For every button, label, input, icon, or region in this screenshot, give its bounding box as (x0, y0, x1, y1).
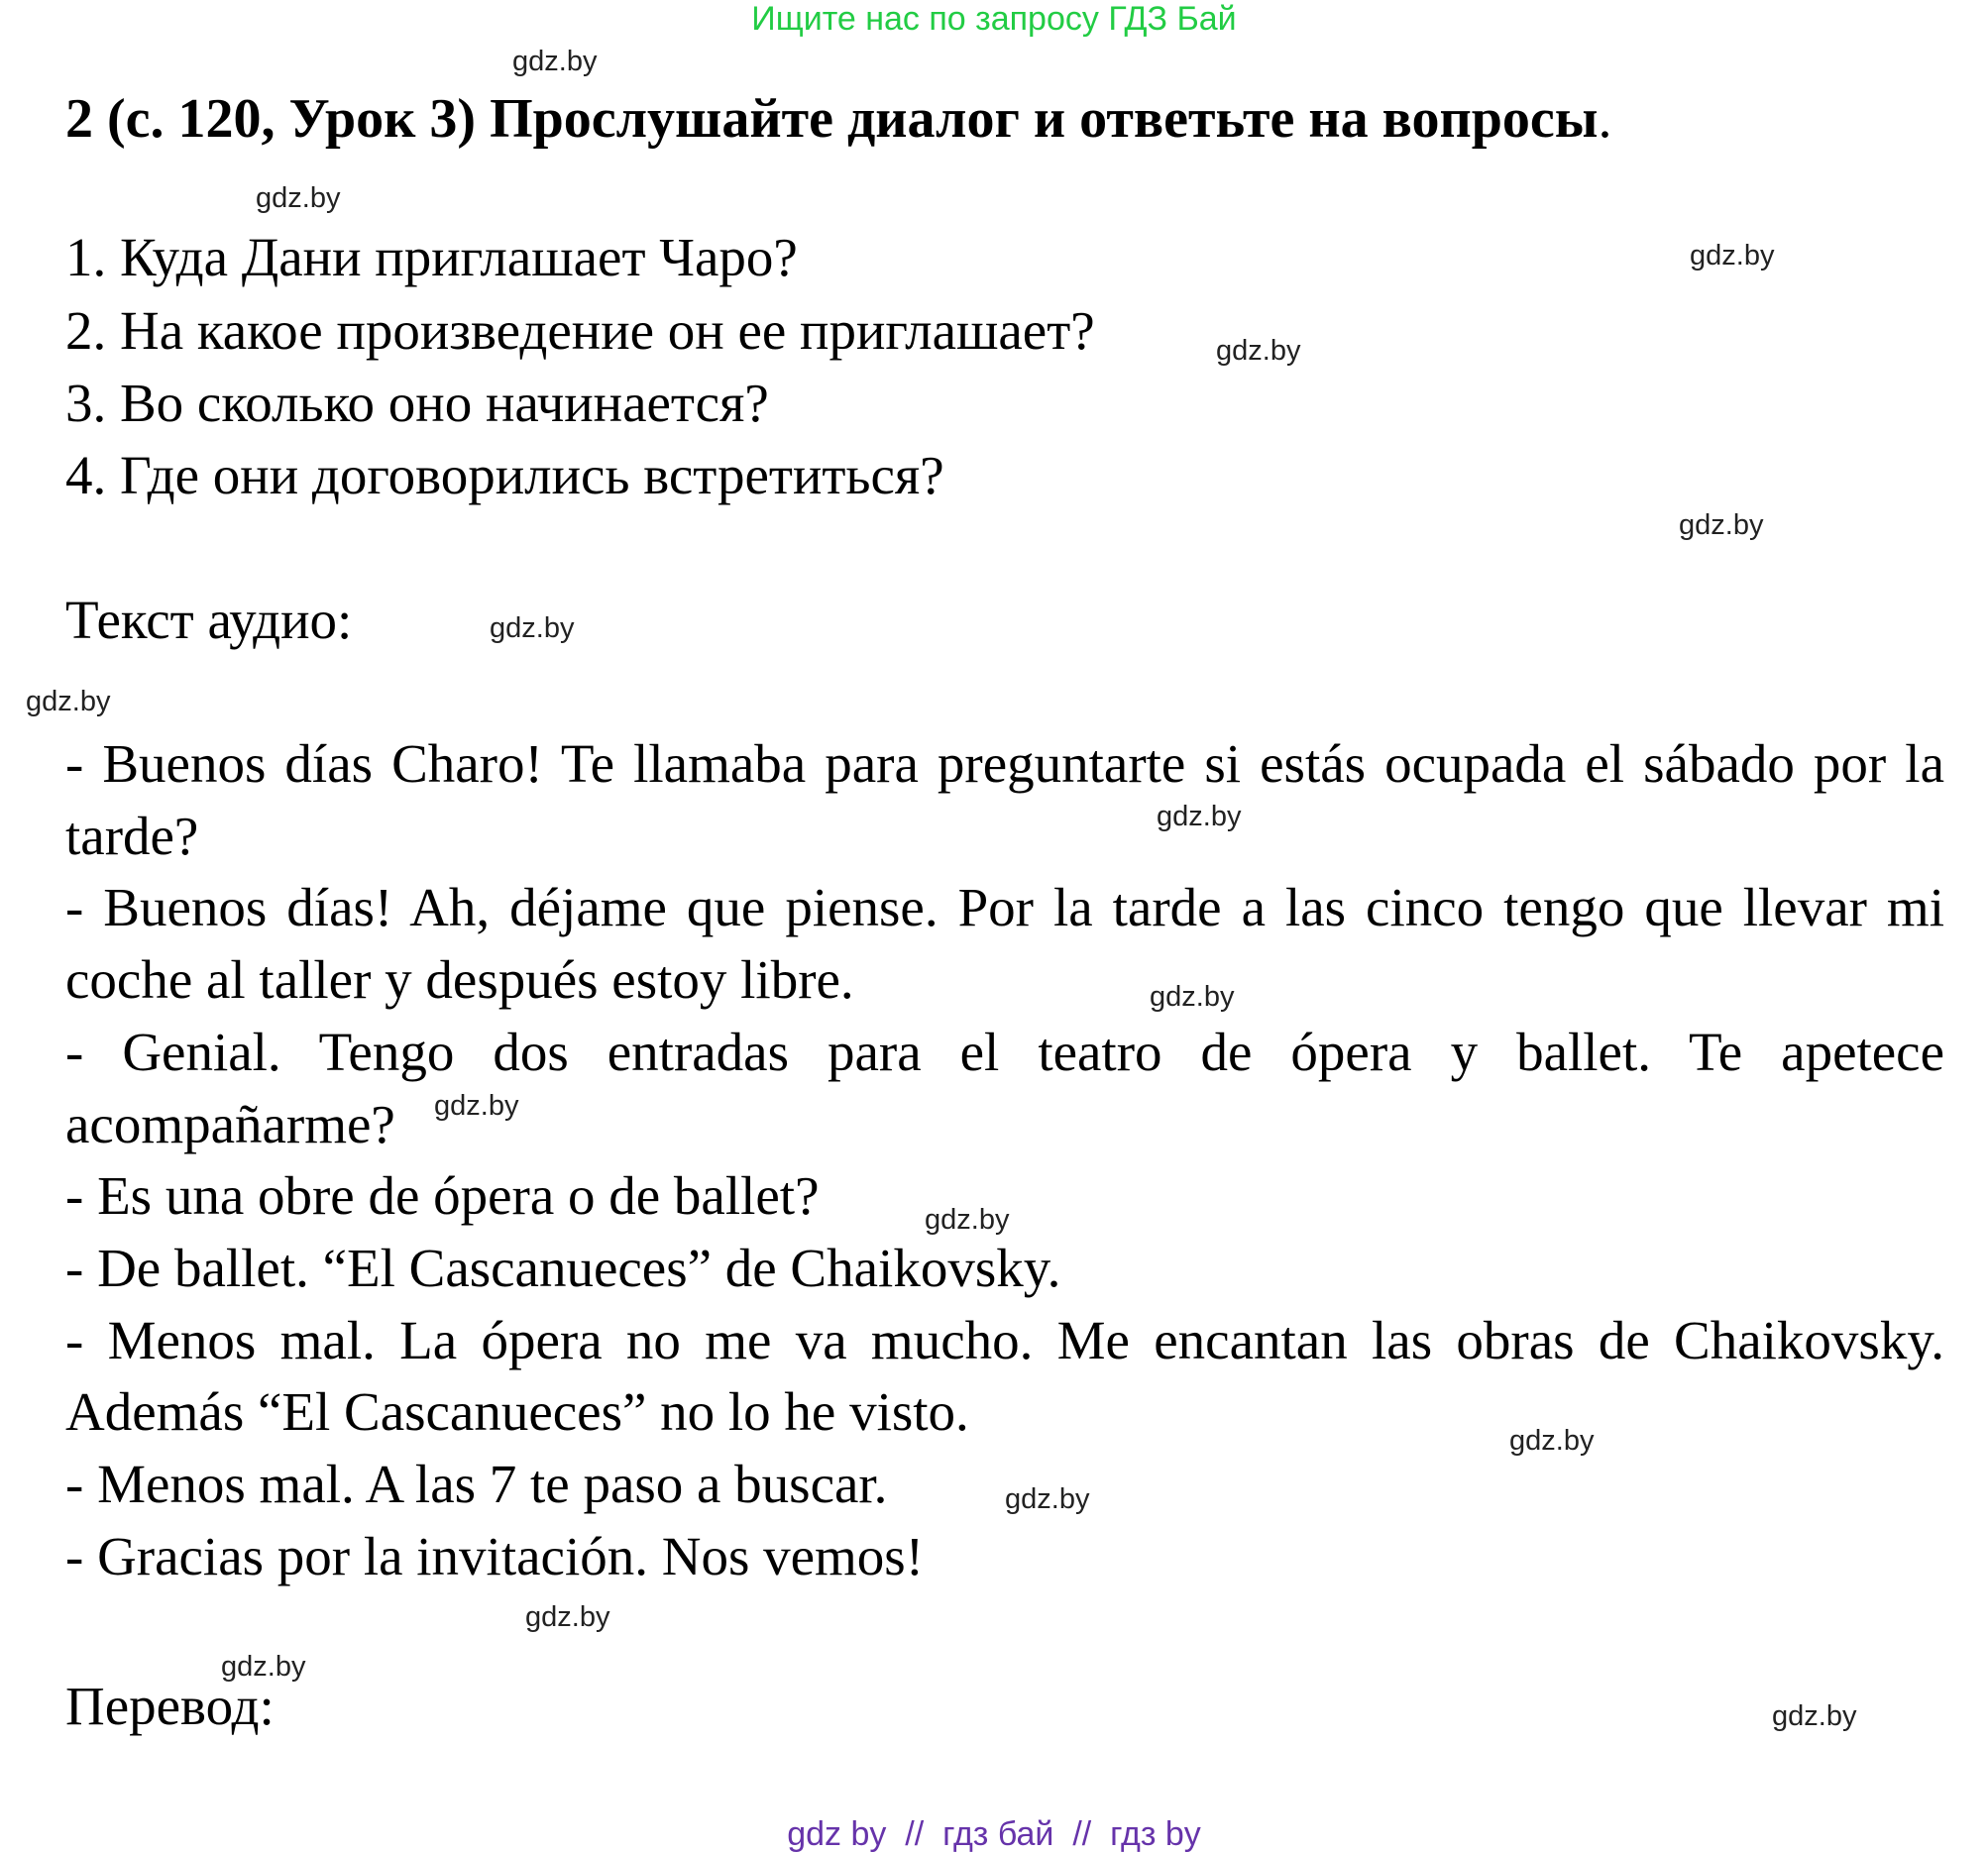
dialogue-line: - Buenos días! Ah, déjame que piense. Por la tarde a las cinco tengo que llevar mi coche al taller y después estoy libre. (65, 877, 1944, 1011)
audio-text-label: Текст аудио: (65, 590, 353, 650)
watermark: gdz.by (1772, 1700, 1857, 1732)
dialogue-line: - De ballet. “El Cascanueces” de Chaikovsky. (65, 1237, 1061, 1298)
watermark: gdz.by (1690, 240, 1775, 272)
dialogue-line: - Menos mal. La ópera no me va mucho. Me encantan las obras de Chaikovsky. Además “El Cascanueces” no lo he visto. (65, 1309, 1944, 1443)
exercise-title-text: 2 (с. 120, Урок 3) Прослушайте диалог и ответьте на вопросы (65, 88, 1599, 150)
watermark: gdz.by (221, 1651, 306, 1683)
watermark: gdz.by (525, 1601, 610, 1633)
watermark: gdz.by (1679, 509, 1764, 541)
translation-label: Перевод: (65, 1676, 275, 1736)
watermark: gdz.by (434, 1090, 519, 1122)
dialogue (65, 728, 1944, 1592)
dialogue-line: - Genial. Tengo dos entradas para el teatro de ópera y ballet. Te apetece acompañarme? (65, 1021, 1944, 1154)
exercise-title (65, 87, 1611, 151)
watermark: gdz.by (1216, 335, 1301, 367)
watermark: gdz.by (1005, 1483, 1090, 1515)
watermark: gdz.by (1157, 801, 1242, 832)
watermark: gdz.by (256, 182, 341, 214)
exercise-title-dot: . (1598, 88, 1612, 150)
question-3: 3. Во сколько оно начинается? (65, 373, 769, 433)
question-1: 1. Куда Дани приглашает Чаро? (65, 227, 798, 287)
watermark: gdz.by (26, 686, 111, 717)
watermark: gdz.by (1509, 1425, 1595, 1457)
watermark: gdz.by (490, 612, 575, 644)
dialogue-line: - Gracias por la invitación. Nos vemos! (65, 1525, 925, 1586)
dialogue-line: - Buenos días Charo! Te llamaba para preguntarte si estás ocupada el sábado por la tarde? (65, 733, 1944, 866)
watermark: gdz.by (1150, 981, 1235, 1013)
watermark: gdz.by (512, 46, 598, 77)
question-4: 4. Где они договорились встретиться? (65, 445, 944, 505)
question-2: 2. На какое произведение он ее приглашает? (65, 300, 1095, 361)
watermark: gdz.by (925, 1204, 1010, 1236)
dialogue-line: - Menos mal. A las 7 te paso a buscar. (65, 1454, 888, 1515)
dialogue-line: - Es una obre de ópera o de ballet? (65, 1165, 820, 1227)
top-banner: Ищите нас по запросу ГДЗ Бай (751, 0, 1237, 38)
footer-links: gdz by // гдз бай // гдз by (787, 1815, 1201, 1853)
